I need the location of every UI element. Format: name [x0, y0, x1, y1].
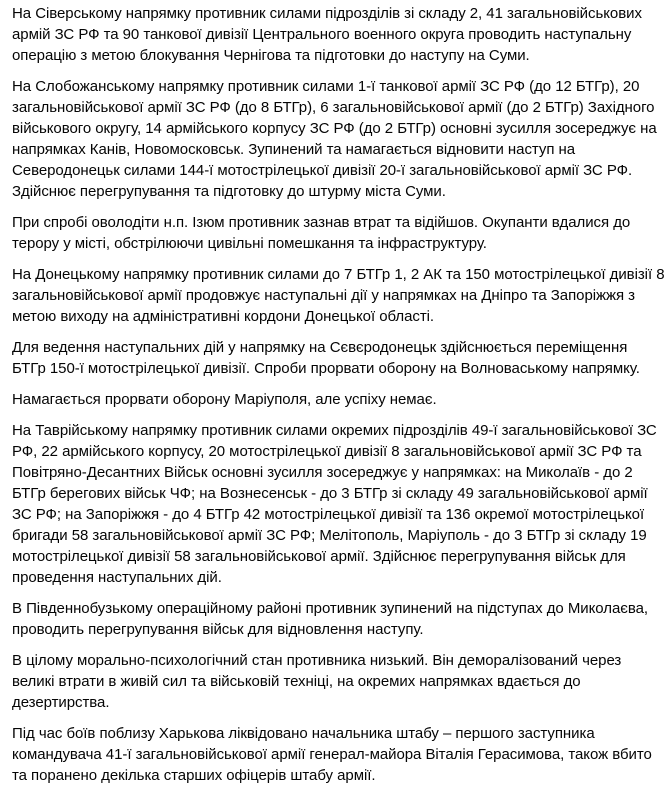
- paragraph-tavria: На Таврійському напрямку противник силами окремих підрозділів 49-ї загальновійськової ЗС РФ, 22 армійського корпусу, 20 мотострілецької дивізії 8 загальновійськової армії ЗС РФ та Повітряно-Десантних Військ основні зусилля зосереджує у напрямках: на Миколаїв - до 2 БТГр берегових військ ЧФ; на Вознесенськ - до 3 БТГр зі складу 49 загальновійськової армії ЗС РФ; на Запоріжжя - до 4 БТГр 42 мотострілецької дивізії та 136 окремої мотострілецької бригади 58 загальновійськової армії ЗС РФ; Мелітополь, Маріуполь - до 3 БТГр зі складу 19 мотострілецької дивізії 58 загальновійськової армії. Здійснює перегрупування військ для проведення наступальних дій.: [12, 422, 657, 586]
- paragraph-morale: В цілому морально-психологічний стан противника низький. Він деморалізований через великі втрати в живій сил та військовій техніці, на окремих напрямках вдається до дезертирства.: [12, 652, 622, 711]
- paragraph-mariupol: Намагається прорвати оборону Маріуполя, але успіху немає.: [12, 391, 437, 408]
- paragraph-sievierodonetsk: Для ведення наступальних дій у напрямку на Сєвєродонецьк здійснюється переміщення БТГр 150-ї мотострілецької дивізії. Спроби прорвати оборону на Волноваському напрямку.: [12, 339, 640, 377]
- post-body: [12, 0, 665, 786]
- paragraph-slobozhansky: На Слобожанському напрямку противник силами 1-ї танкової армії ЗС РФ (до 12 БТГр), 20 загальновійськової армії ЗС РФ (до 8 БТГр), 6 загальновійськової армії (до 2 БТГр) Західного військового округу, 14 армійського корпусу ЗС РФ (до 2 БТГр) основні зусилля зосереджує на напрямках Канів, Новомосковськ. Зупинений та намагається відновити наступ на Северодонецьк силами 144-ї мотострілецької дивізії 20-ї загальновійськової армії ЗС РФ. Здійснює перегрупування та підготовку до штурму міста Суми.: [12, 78, 657, 200]
- paragraph-izium: При спробі оволодіти н.п. Ізюм противник зазнав втрат та відійшов. Окупанти вдалися до терору у місті, обстрілюючи цивільні помешкання та інфраструктуру.: [12, 214, 631, 252]
- paragraph-kharkiv: Під час боїв поблизу Харькова ліквідовано начальника штабу – першого заступника командувача 41-ї загальновійськової армії генерал-майора Віталія Герасимова, також вбито та поранено декілька старших офіцерів штабу армії.: [12, 725, 652, 784]
- paragraph-donetsk: На Донецькому напрямку противник силами до 7 БТГр 1, 2 АК та 150 мотострілецької дивізії 8 загальновійськової армії продовжує наступальні дії у напрямках на Дніпро та Запоріжжя з метою виходу на адміністративні кордони Донецької області.: [12, 266, 665, 325]
- paragraph-siversky: На Сіверському напрямку противник силами підрозділів зі складу 2, 41 загальновійськових армій ЗС РФ та 90 танкової дивізії Центрального военного округа проводить наступальну операцію з метою блокування Чернігова та підготовки до наступу на Суми.: [12, 5, 642, 64]
- paragraph-south-buh: В Південнобузькому операційному районі противник зупинений на підступах до Миколаєва, проводить перегрупування військ для відновлення наступу.: [12, 600, 649, 638]
